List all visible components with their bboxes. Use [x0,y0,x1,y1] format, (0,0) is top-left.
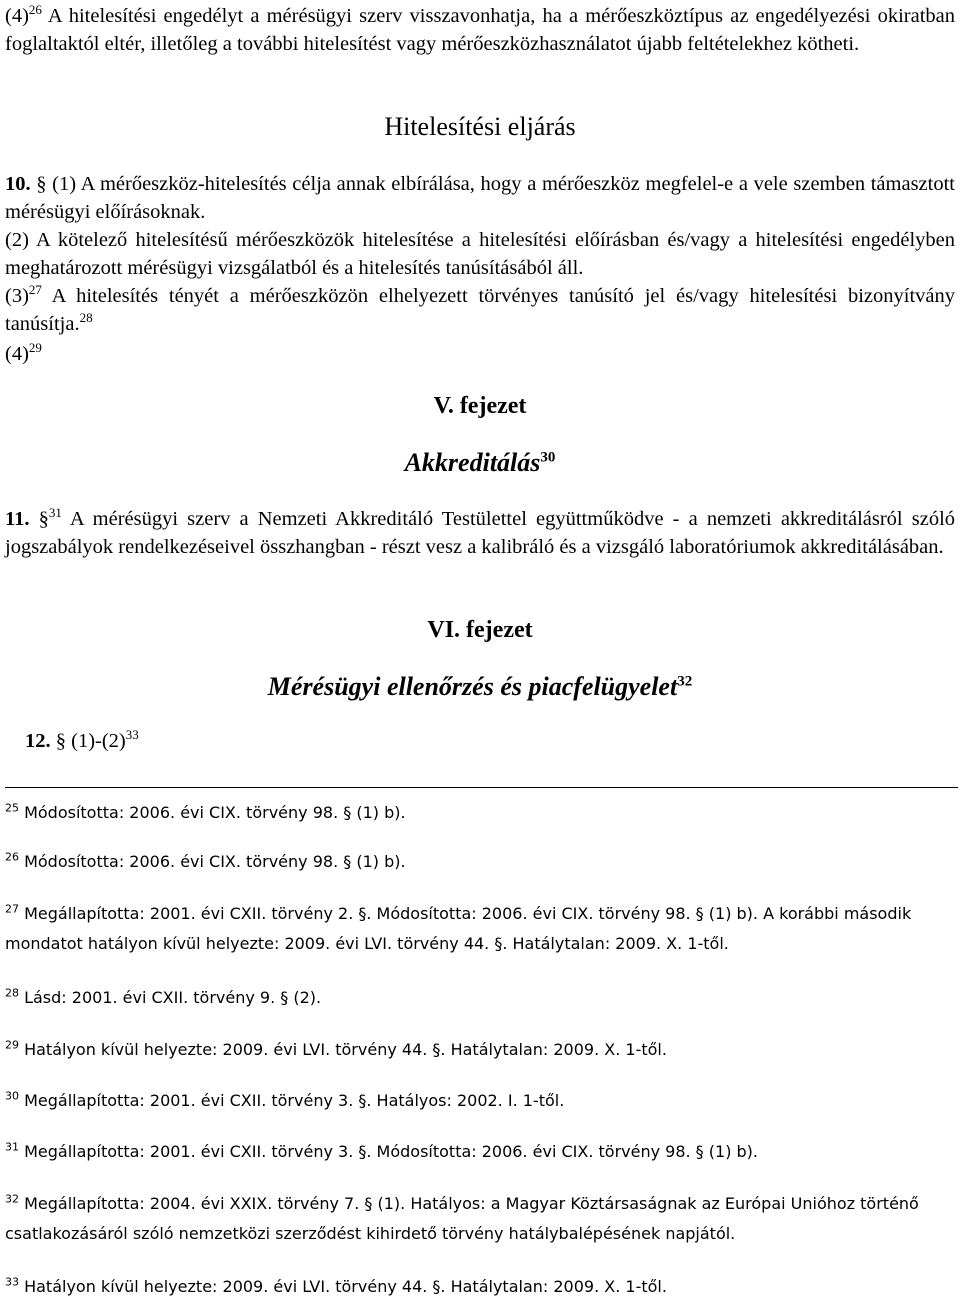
chapter-title-text: Akkreditálás [404,448,541,477]
footnote-ref[interactable]: 29 [28,340,42,356]
paragraph-text: A hitelesítési engedélyt a mérésügyi szerv visszavonhatja, ha a mérőeszköztípus az engedélyezési okiratban foglaltaktól eltér, illetőleg a további hitelesítést vagy mérőeszközhasználatot újabb feltételekhez kötheti. [5,5,955,55]
section-number: 12. [25,730,51,752]
footnote-ref[interactable]: 28 [79,310,93,326]
section-10 [5,170,955,226]
chapter-6-title [0,672,960,702]
chapter-title-text: Mérésügyi ellenőrzés és piacfelügyelet [267,672,678,701]
footnote-separator [5,787,958,788]
paragraph-number: (3) [5,285,29,307]
footnote-text: Hatályon kívül helyezte: 2009. évi LVI. törvény 44. §. Hatálytalan: 2009. X. 1-től. [19,1277,667,1296]
footnote-number: 27 [5,902,19,916]
section-number: 10. [5,173,31,195]
section-12 [25,727,139,755]
footnote-ref[interactable]: 32 [677,673,693,690]
footnote-32 [5,1189,955,1249]
section-10-paragraph-2: (2) A kötelező hitelesítésű mérőeszközök hitelesítése a hitelesítési előírásban és/vagy a hitelesítési engedélyben meghatározott mérésügyi vizsgálatból és a hitelesítés tanúsításából áll. [5,229,955,279]
footnote-30 [5,1086,955,1116]
chapter-5-title [0,448,960,478]
section-text: (1)-(2) [66,730,126,752]
section-text: (1) A mérőeszköz-hitelesítés célja annak elbírálása, hogy a mérőeszköz megfelel-e a vele szemben támasztott mérésügyi előírásoknak. [5,173,955,223]
paragraph-4 [5,2,955,58]
chapter-6-heading: VI. fejezet [427,617,533,643]
footnote-text: Megállapította: 2004. évi XXIX. törvény 7. § (1). Hatályos: a Magyar Köztársaságnak az Európai Unióhoz történő csatlakozásáról szóló nemzetközi szerződést kihirdető törvény hatálybalépésének napjától. [5,1194,919,1243]
footnote-ref[interactable]: 30 [540,449,556,466]
footnote-26 [5,847,955,877]
section-11 [5,505,955,561]
footnote-ref[interactable]: 27 [28,282,42,298]
footnote-text: Módosította: 2006. évi CIX. törvény 98. § (1) b). [19,803,406,822]
paragraph-number: (4) [5,343,29,365]
footnote-number: 31 [5,1140,19,1154]
section-title: Hitelesítési eljárás [384,112,576,141]
chapter-5-heading: V. fejezet [433,393,527,419]
section-symbol: § [29,508,49,530]
paragraph-number: (4) [5,5,29,27]
footnote-25 [5,798,955,828]
footnote-text: Megállapította: 2001. évi CXII. törvény 3. §. Hatályos: 2002. I. 1-től. [19,1091,565,1110]
footnote-ref[interactable]: 31 [48,505,62,521]
footnote-text: Módosította: 2006. évi CIX. törvény 98. § (1) b). [19,852,406,871]
footnote-number: 25 [5,801,19,815]
footnote-28 [5,983,955,1013]
paragraph-text: A hitelesítés tényét a mérőeszközön elhelyezett törvényes tanúsító jel és/vagy hitelesítési bizonyítvány tanúsítja. [5,285,955,335]
footnote-31 [5,1137,955,1167]
footnote-number: 30 [5,1089,19,1103]
footnote-number: 29 [5,1038,19,1052]
footnote-27 [5,899,955,959]
footnote-29 [5,1035,955,1065]
section-10-paragraph-4 [5,340,955,368]
section-10-paragraph-3 [5,282,955,338]
footnote-text: Lásd: 2001. évi CXII. törvény 9. § (2). [19,988,322,1007]
footnote-number: 28 [5,986,19,1000]
section-text: A mérésügyi szerv a Nemzeti Akkreditáló Testülettel együttműködve - a nemzeti akkreditálásról szóló jogszabályok rendelkezéseivel összhangban - részt vesz a kalibráló és a vizsgáló laboratóriumok akkreditálásában. [5,508,956,558]
footnote-33 [5,1272,955,1302]
section-symbol: § [50,730,66,752]
footnote-number: 33 [5,1275,19,1289]
section-symbol: § [30,173,47,195]
footnote-number: 32 [5,1192,19,1206]
footnote-text: Megállapította: 2001. évi CXII. törvény 3. §. Módosította: 2006. évi CIX. törvény 98. § (1) b). [19,1142,758,1161]
footnote-number: 26 [5,850,19,864]
footnote-ref[interactable]: 26 [28,2,42,18]
footnote-text: Megállapította: 2001. évi CXII. törvény 2. §. Módosította: 2006. évi CIX. törvény 98. § (1) b). A korábbi második mondatot hatályon kívül helyezte: 2009. évi LVI. törvény 44. §. Hatálytalan: 2009. X. 1-től. [5,904,912,953]
section-number: 11. [5,508,30,530]
footnote-text: Hatályon kívül helyezte: 2009. évi LVI. törvény 44. §. Hatálytalan: 2009. X. 1-től. [19,1040,667,1059]
footnote-ref[interactable]: 33 [125,727,139,743]
